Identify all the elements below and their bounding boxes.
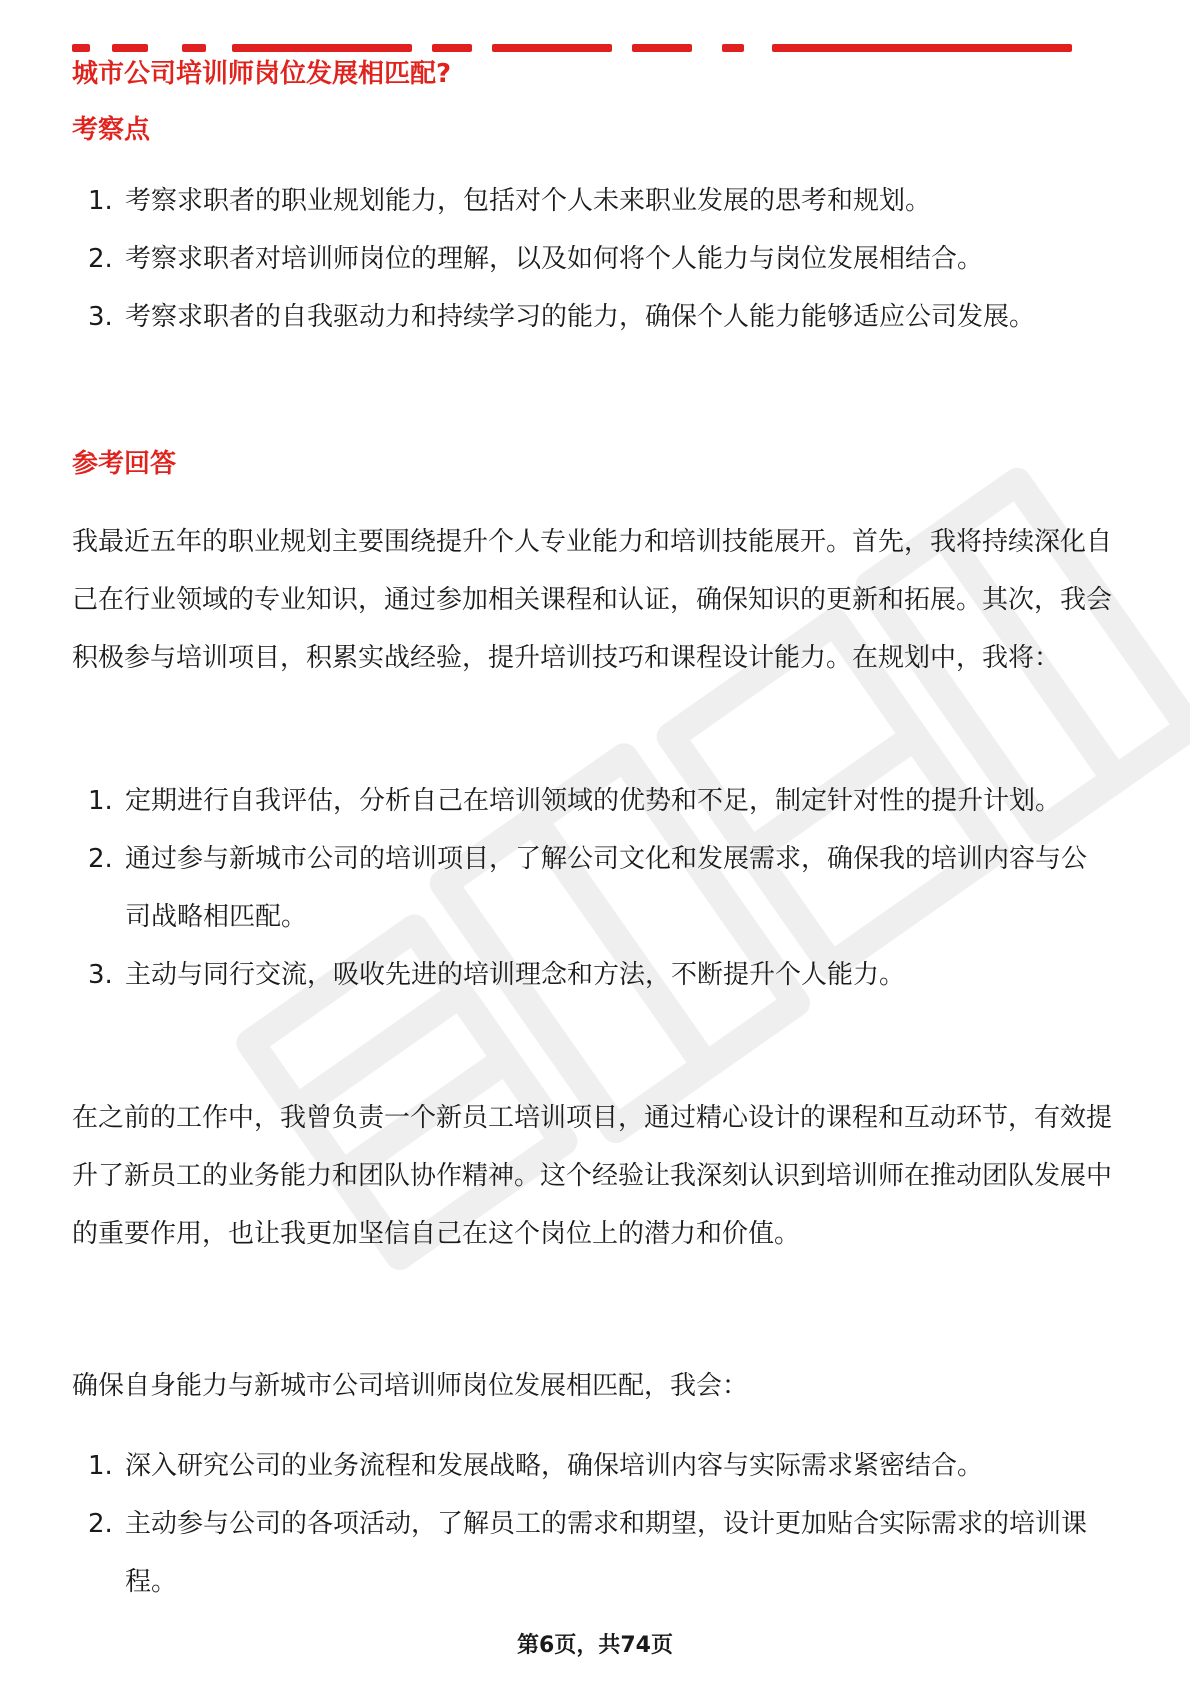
list-item xyxy=(72,772,1112,830)
list-text: 主动参与公司的各项活动，了解员工的需求和期望，设计更加贴合实际需求的培训课程。 xyxy=(125,1509,1088,1597)
cropped-title-line xyxy=(72,38,1102,58)
answer-paragraph-3: 确保自身能力与新城市公司培训师岗位发展相匹配，我会： xyxy=(72,1371,749,1401)
list-text: 通过参与新城市公司的培训项目，了解公司文化和发展需求，确保我的培训内容与公司战略相匹配。 xyxy=(125,844,1088,932)
list-item xyxy=(72,230,1112,288)
list-number: 3. xyxy=(88,302,113,332)
list-item xyxy=(72,172,1112,230)
list-text: 深入研究公司的业务流程和发展战略，确保培训内容与实际需求紧密结合。 xyxy=(125,1451,984,1481)
list-text: 考察求职者的自我驱动力和持续学习的能力，确保个人能力能够适应公司发展。 xyxy=(125,302,1036,332)
plan-list xyxy=(72,772,1112,1004)
list-item xyxy=(72,830,1112,946)
list-item xyxy=(72,1437,1112,1495)
page-number: 第6页，共74页 xyxy=(517,1633,673,1658)
list-text: 主动与同行交流，吸收先进的培训理念和方法，不断提升个人能力。 xyxy=(125,960,906,990)
list-number: 3. xyxy=(88,960,113,990)
answer-paragraph-2: 在之前的工作中，我曾负责一个新员工培训项目，通过精心设计的课程和互动环节，有效提升了新员工的业务能力和团队协作精神。这个经验让我深刻认识到培训师在推动团队发展中的重要作用，也让我更加坚信自己在这个岗位上的潜力和价值。 xyxy=(72,1103,1113,1249)
list-number: 2. xyxy=(88,244,113,274)
list-item xyxy=(72,288,1112,346)
section-heading-points: 考察点 xyxy=(72,115,151,145)
question-title: 城市公司培训师岗位发展相匹配? xyxy=(72,59,452,89)
list-text: 考察求职者对培训师岗位的理解，以及如何将个人能力与岗位发展相结合。 xyxy=(125,244,984,274)
list-number: 1. xyxy=(88,1451,113,1481)
list-text: 考察求职者的职业规划能力，包括对个人未来职业发展的思考和规划。 xyxy=(125,186,932,216)
answer-paragraph-1: 我最近五年的职业规划主要围绕提升个人专业能力和培训技能展开。首先，我将持续深化自己在行业领域的专业知识，通过参加相关课程和认证，确保知识的更新和拓展。其次，我会积极参与培训项目，积累实战经验，提升培训技巧和课程设计能力。在规划中，我将： xyxy=(72,527,1113,673)
list-item xyxy=(72,946,1112,1004)
list-text: 定期进行自我评估，分析自己在培训领域的优势和不足，制定针对性的提升计划。 xyxy=(125,786,1062,816)
list-item xyxy=(72,1495,1112,1611)
points-list xyxy=(72,172,1112,346)
list-number: 1. xyxy=(88,186,113,216)
section-heading-answer: 参考回答 xyxy=(72,449,177,479)
match-list xyxy=(72,1437,1112,1611)
list-number: 1. xyxy=(88,786,113,816)
list-number: 2. xyxy=(88,1509,113,1539)
list-number: 2. xyxy=(88,844,113,874)
